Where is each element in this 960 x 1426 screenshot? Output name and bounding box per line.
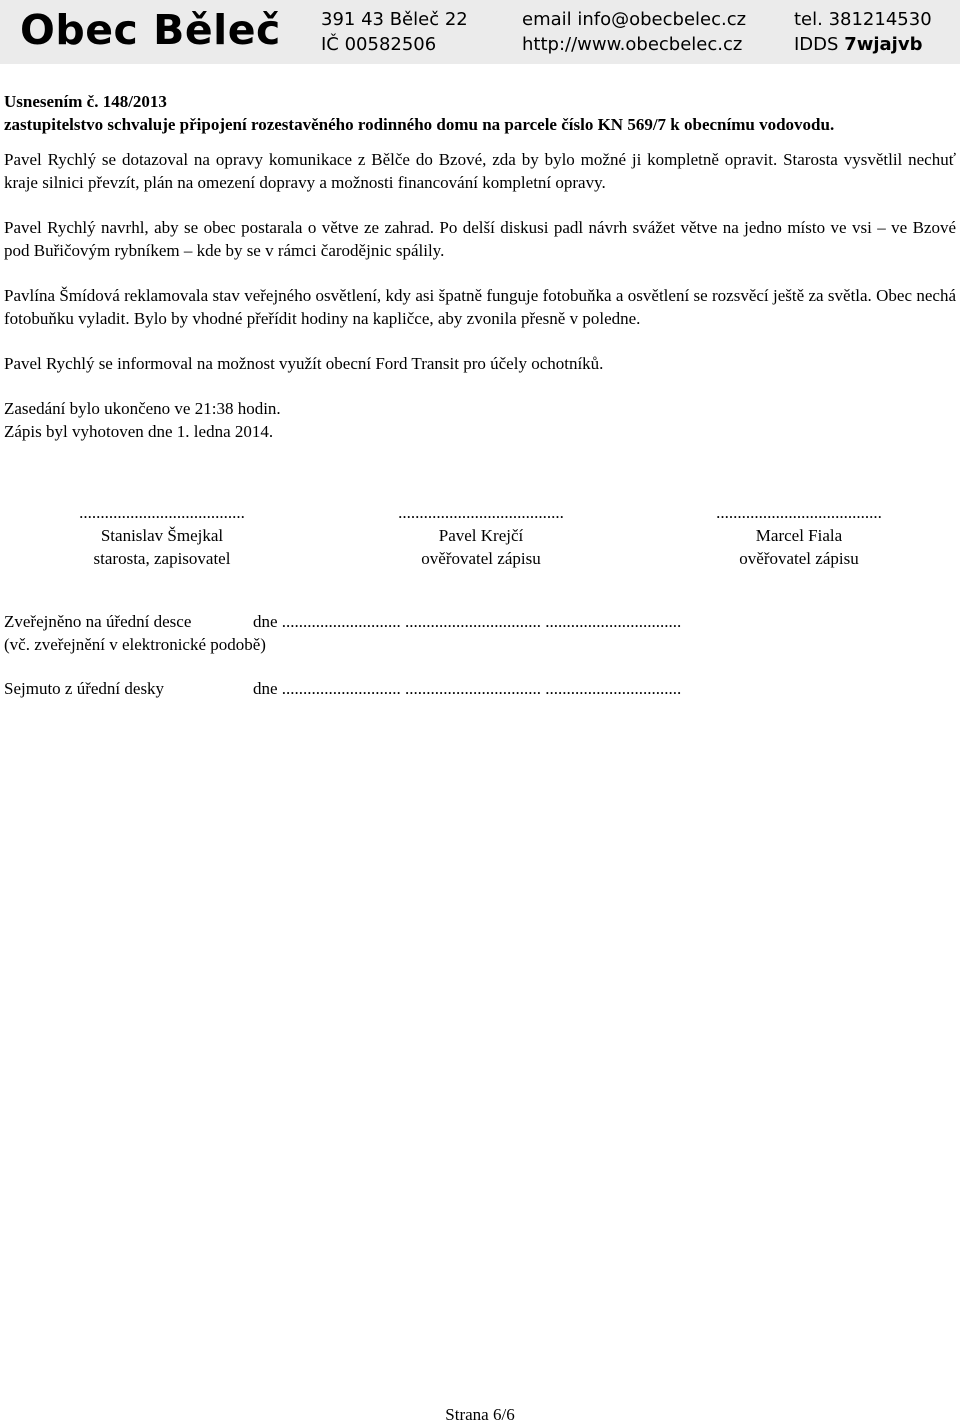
signature-line: .......................................: [398, 503, 564, 522]
idds-label: IDDS: [794, 34, 839, 55]
ico: IČ 00582506: [321, 34, 437, 55]
web-link[interactable]: http://www.obecbelec.cz: [522, 34, 743, 55]
removed-value: dne ............................ ................................ ................................: [253, 679, 682, 698]
signature-block: [42, 501, 282, 570]
signer-name: Pavel Krejčí: [438, 526, 524, 545]
signer-name: Marcel Fiala: [755, 526, 843, 545]
signer-role: starosta, zapisovatel: [93, 549, 231, 568]
idds-value: 7wjajvb: [844, 34, 923, 55]
idds: [794, 32, 932, 57]
email: email info@obecbelec.cz: [522, 9, 747, 30]
signature-line: .......................................: [79, 503, 245, 522]
signature-block: [361, 501, 601, 570]
removed-label: Sejmuto z úřední desky: [4, 679, 165, 698]
resolution-title: Usnesením č. 148/2013: [4, 92, 167, 111]
signer-name: Stanislav Šmejkal: [100, 526, 224, 545]
closing-written: Zápis byl vyhotoven dne 1. ledna 2014.: [4, 422, 274, 441]
org-name: Obec Běleč: [20, 6, 281, 54]
closing-ended: Zasedání bylo ukončeno ve 21:38 hodin.: [4, 399, 281, 418]
signer-role: ověřovatel zápisu: [739, 549, 859, 568]
address-block: [321, 7, 468, 57]
phone-block: [794, 7, 932, 57]
signature-block: [679, 501, 919, 570]
paragraph: Pavel Rychlý navrhl, aby se obec postarala o větve ze zahrad. Po delší diskusi padl návrh svážet větve na jedno místo ve vsi – ve Bzové pod Buřičovým rybníkem – kde by se v rámci čarodějnic spálily.: [4, 218, 956, 260]
posted-line: [4, 610, 681, 633]
signer-role: ověřovatel zápisu: [421, 549, 541, 568]
resolution-text: zastupitelstvo schvaluje připojení rozestavěného rodinného domu na parcele číslo KN 569/7 k obecnímu vodovodu.: [4, 115, 835, 134]
posted-value: dne ............................ ................................ ................................: [253, 612, 682, 631]
contact-block: [522, 7, 746, 57]
letterhead: [0, 0, 960, 64]
electronic-note: (vč. zveřejnění v elektronické podobě): [4, 635, 266, 654]
address: 391 43 Běleč 22: [321, 9, 468, 30]
paragraph: Pavel Rychlý se dotazoval na opravy komunikace z Bělče do Bzové, zda by bylo možné ji kompletně opravit. Starosta vysvětlil nechuť kraje silnici převzít, plán na omezení dopravy a možnosti financování kompletní opravy.: [4, 150, 956, 192]
document-body: [4, 90, 956, 443]
paragraph: Pavel Rychlý se informoval na možnost využít obecní Ford Transit pro účely ochotníků.: [4, 354, 604, 373]
phone: tel. 381214530: [794, 9, 932, 30]
posted-label: Zveřejněno na úřední desce: [4, 612, 192, 631]
removed-line: [4, 677, 681, 700]
page-number: Strana 6/6: [445, 1405, 515, 1424]
signature-line: .......................................: [716, 503, 882, 522]
paragraph: Pavlína Šmídová reklamovala stav veřejného osvětlení, kdy asi špatně funguje fotobuňka a osvětlení se rozsvěcí ještě za světla. Obec nechá fotobuňku vyladit. Bylo by vhodné přeřídit hodiny na kapličce, aby zvonila přesně v poledne.: [4, 286, 956, 328]
